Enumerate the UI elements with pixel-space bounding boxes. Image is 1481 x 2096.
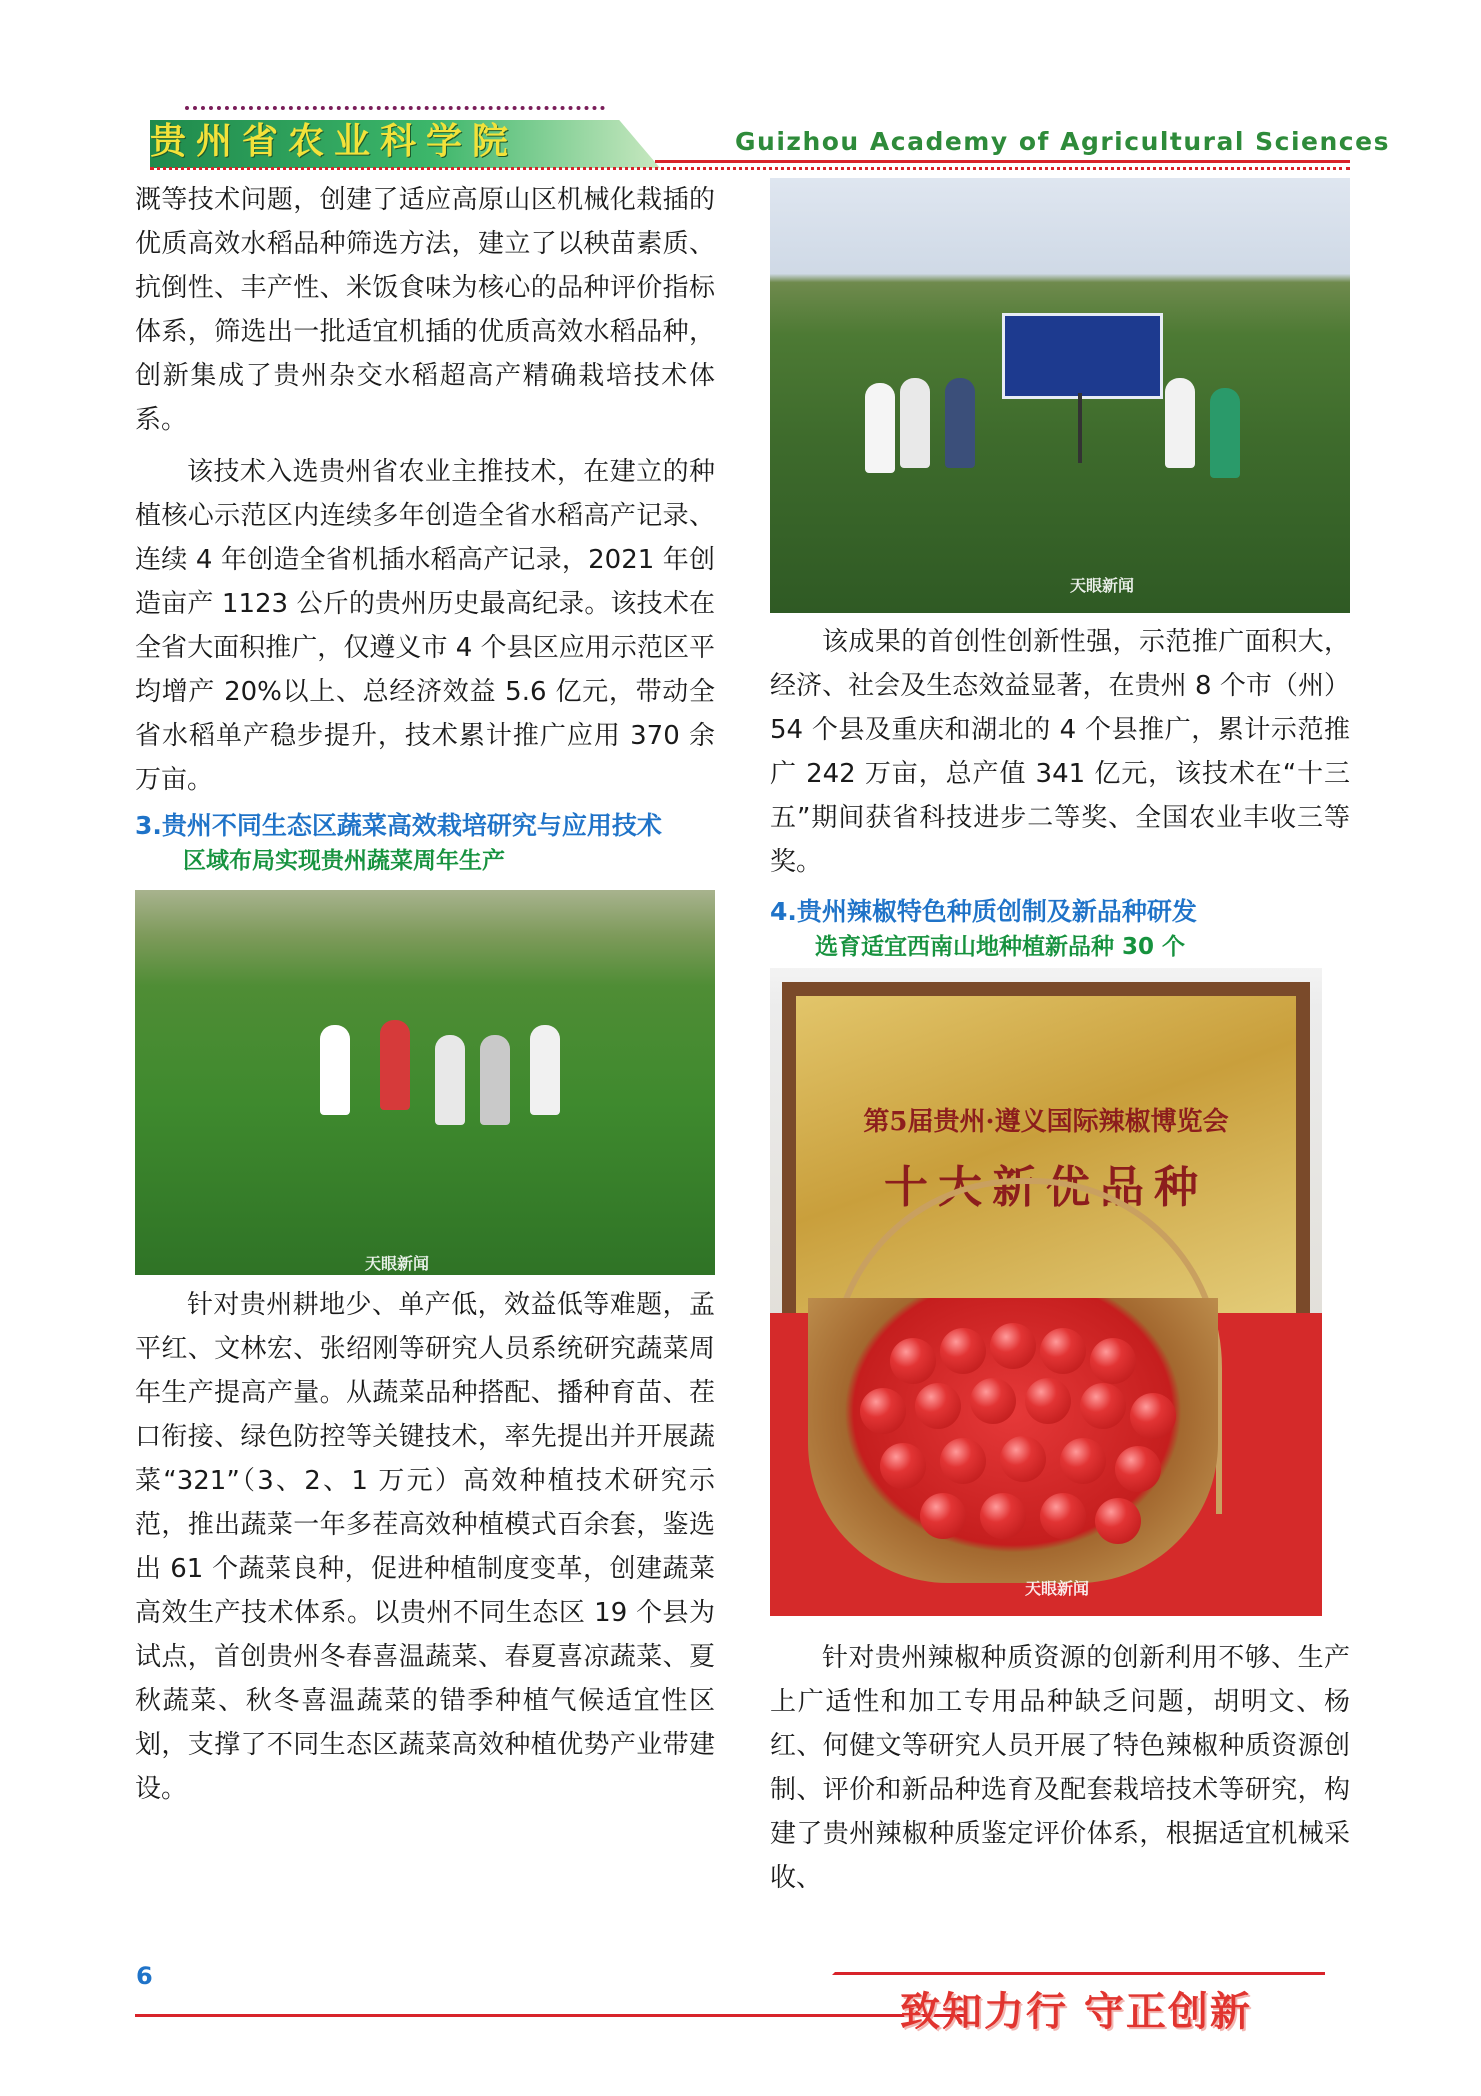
red-pepper	[1040, 1493, 1086, 1539]
red-pepper	[880, 1443, 926, 1489]
field-demonstration-photo	[770, 178, 1350, 613]
page-number: 6	[136, 1962, 153, 1990]
red-pepper	[940, 1328, 986, 1374]
section3-subtitle: 区域布局实现贵州蔬菜周年生产	[183, 848, 505, 874]
plaque-line-1: 第5届贵州·遵义国际辣椒博览会	[863, 1107, 1229, 1137]
left-paragraph-3: 针对贵州耕地少、单产低，效益低等难题，孟平红、文林宏、张绍刚等研究人员系统研究蔬菜周年生产提高产量。从蔬菜品种搭配、播种育苗、茬口衔接、绿色防控等关键技术，率先提出并开展蔬菜“321”（3、2、1 万元）高效种植技术研究示范，推出蔬菜一年多茬高效种植模式百余套，鉴选出 61 个蔬菜良种，促进种植制度变革，创建蔬菜高效生产技术体系。以贵州不同生态区 19 个县为试点，首创贵州冬春喜温蔬菜、春夏喜凉蔬菜、夏秋蔬菜、秋冬喜温蔬菜的错季种植气候适宜性区划，支撑了不同生态区蔬菜高效种植优势产业带建设。	[135, 1290, 715, 1804]
right-paragraph-2: 针对贵州辣椒种质资源的创新利用不够、生产上广适性和加工专用品种缺乏问题，胡明文、杨红、何健文等研究人员开展了特色辣椒种质资源创制、评价和新品种选育及配套栽培技术等研究，构建了贵州辣椒种质鉴定评价体系，根据适宜机械采收、	[770, 1643, 1350, 1893]
header-red-dotted-line	[150, 167, 1350, 170]
right-column	[770, 620, 1350, 976]
red-pepper	[1000, 1436, 1046, 1482]
header-red-line	[655, 160, 1350, 163]
red-pepper	[1060, 1438, 1106, 1484]
footer-red-slant	[787, 1972, 895, 2020]
footer-slogan: 致知力行 守正创新	[900, 1989, 1252, 2035]
person-figure	[380, 1020, 410, 1110]
person-figure	[900, 378, 930, 468]
plaque-line-2: 十大新优品种	[884, 1162, 1208, 1213]
person-figure	[530, 1025, 560, 1115]
person-figure	[865, 383, 895, 473]
section3-title: 3.贵州不同生态区蔬菜高效栽培研究与应用技术	[135, 811, 662, 840]
red-pepper	[860, 1388, 906, 1434]
red-pepper	[890, 1338, 936, 1384]
right-paragraph-1: 该成果的首创性创新性强，示范推广面积大，经济、社会及生态效益显著，在贵州 8 个市（州）54 个县及重庆和湖北的 4 个县推广，累计示范推广 242 万亩，总产值 341 亿元，该技术在“十三五”期间获省科技进步二等奖、全国农业丰收三等奖。	[770, 627, 1350, 877]
left-column	[135, 178, 715, 1811]
person-figure	[435, 1035, 465, 1125]
header-dotted-line	[185, 106, 605, 110]
left-paragraph-1: 溉等技术问题，创建了适应高原山区机械化栽插的优质高效水稻品种筛选方法，建立了以秧苗素质、抗倒性、丰产性、米饭食味为核心的品种评价指标体系，筛选出一批适宜机插的优质高效水稻品种，创新集成了贵州杂交水稻超高产精确栽培技术体系。	[135, 185, 715, 435]
signboard-post	[1078, 393, 1082, 463]
footer-red-line-upper	[880, 1972, 1325, 1975]
photo-watermark: 天眼新闻	[1070, 576, 1135, 595]
red-pepper	[1095, 1498, 1141, 1544]
photo-watermark: 天眼新闻	[365, 1254, 430, 1273]
left-paragraph-2: 该技术入选贵州省农业主推技术，在建立的种植核心示范区内连续多年创造全省水稻高产记录、连续 4 年创造全省机插水稻高产记录，2021 年创造亩产 1123 公斤的贵州历史最高纪录。该技术在全省大面积推广，仅遵义市 4 个县区应用示范区平均增产 20%以上、总经济效益 5.6 亿元，带动全省水稻单产稳步提升，技术累计推广应用 370 余万亩。	[135, 457, 715, 795]
header-title-cn: 贵州省农业科学院	[150, 121, 519, 162]
section4-subtitle: 选育适宜西南山地种植新品种 30 个	[815, 934, 1186, 960]
red-pepper	[970, 1378, 1016, 1424]
red-pepper	[1080, 1383, 1126, 1429]
person-figure	[480, 1035, 510, 1125]
section4-title: 4.贵州辣椒特色种质创制及新品种研发	[770, 897, 1197, 926]
red-pepper	[990, 1323, 1036, 1369]
red-pepper	[1115, 1446, 1161, 1492]
red-pepper	[920, 1493, 966, 1539]
photo-watermark: 天眼新闻	[1025, 1579, 1090, 1598]
red-pepper	[915, 1383, 961, 1429]
chili-pepper-award-photo	[770, 968, 1322, 1616]
person-figure	[1210, 388, 1240, 478]
right-column-lower	[770, 1636, 1350, 1900]
red-pepper	[980, 1493, 1026, 1539]
project-signboard	[1002, 313, 1163, 399]
red-pepper	[1130, 1393, 1176, 1439]
person-figure	[1165, 378, 1195, 468]
vegetable-field-photo	[135, 890, 715, 1275]
red-pepper	[1040, 1328, 1086, 1374]
red-pepper	[940, 1438, 986, 1484]
header-title-en: Guizhou Academy of Agricultural Sciences	[735, 127, 1390, 156]
person-figure	[320, 1025, 350, 1115]
red-pepper	[1025, 1378, 1071, 1424]
red-pepper	[1090, 1338, 1136, 1384]
person-figure	[945, 378, 975, 468]
